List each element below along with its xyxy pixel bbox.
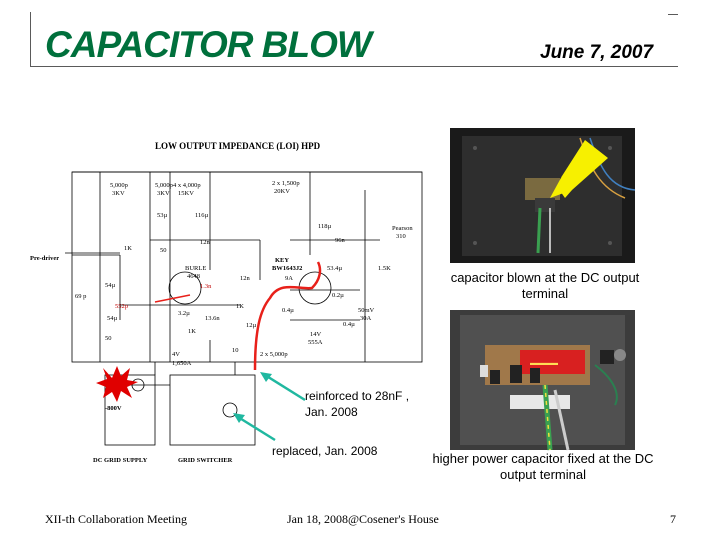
svg-text:96n: 96n bbox=[335, 237, 345, 244]
svg-text:310: 310 bbox=[396, 233, 406, 240]
schematic-heading: LOW OUTPUT IMPEDANCE (LOI) HPD bbox=[155, 141, 321, 151]
svg-text:1.5K: 1.5K bbox=[378, 265, 391, 272]
svg-text:20KV: 20KV bbox=[274, 188, 290, 195]
svg-text:54µ: 54µ bbox=[107, 315, 118, 322]
svg-text:1.3n: 1.3n bbox=[200, 283, 212, 290]
blast-icon bbox=[96, 366, 138, 402]
svg-text:12n: 12n bbox=[200, 239, 210, 246]
svg-text:4V: 4V bbox=[172, 351, 180, 358]
svg-text:53µ: 53µ bbox=[157, 212, 168, 219]
svg-text:-800V: -800V bbox=[105, 405, 122, 412]
svg-text:1K: 1K bbox=[124, 245, 132, 252]
note-replaced: replaced, Jan. 2008 bbox=[272, 444, 378, 458]
svg-text:9A: 9A bbox=[285, 275, 293, 282]
svg-text:BURLE: BURLE bbox=[185, 265, 207, 272]
svg-text:118µ: 118µ bbox=[318, 223, 332, 230]
svg-text:3.2µ: 3.2µ bbox=[178, 310, 190, 317]
svg-text:3KV: 3KV bbox=[112, 190, 125, 197]
svg-text:0.4µ: 0.4µ bbox=[343, 321, 355, 328]
slide-date: June 7, 2007 bbox=[540, 42, 654, 63]
annotation-arrows bbox=[233, 372, 305, 440]
svg-text:▬▬▬▬: ▬▬▬▬ bbox=[530, 360, 558, 367]
svg-text:BW1643J2: BW1643J2 bbox=[272, 265, 303, 272]
svg-text:1,650A: 1,650A bbox=[172, 360, 192, 367]
svg-text:12µ: 12µ bbox=[246, 322, 257, 329]
svg-text:555A: 555A bbox=[308, 339, 323, 346]
note-reinforced: reinforced to 28nF , Jan. 2008 bbox=[305, 389, 410, 419]
svg-text:0.4µ: 0.4µ bbox=[282, 307, 294, 314]
photo-replacement-capacitor bbox=[450, 310, 635, 450]
svg-text:53.4µ: 53.4µ bbox=[327, 265, 343, 272]
svg-text:0.2µ: 0.2µ bbox=[332, 292, 344, 299]
svg-text:15KV: 15KV bbox=[178, 190, 194, 197]
svg-text:4648: 4648 bbox=[187, 273, 200, 280]
svg-text:116µ: 116µ bbox=[195, 212, 209, 219]
svg-text:12n: 12n bbox=[240, 275, 250, 282]
slide-title: CAPACITOR BLOW bbox=[45, 24, 371, 65]
svg-text:Pre-driver: Pre-driver bbox=[30, 255, 60, 262]
photo-blown-capacitor bbox=[450, 128, 635, 263]
title-vertical-rule bbox=[30, 12, 31, 66]
svg-text:DC GRID SUPPLY: DC GRID SUPPLY bbox=[93, 457, 148, 464]
svg-text:4 x 4,000p: 4 x 4,000p bbox=[173, 182, 201, 189]
svg-text:54µ: 54µ bbox=[105, 282, 116, 289]
svg-text:GRID SWITCHER: GRID SWITCHER bbox=[178, 457, 233, 464]
svg-text:5,000p: 5,000p bbox=[155, 182, 173, 189]
svg-text:KEY: KEY bbox=[275, 257, 290, 264]
footer-date-location: Jan 18, 2008@Cosener's House bbox=[287, 512, 439, 526]
caption-fixed: higher power capacitor fixed at the DC output terminal bbox=[432, 451, 654, 482]
svg-text:552p: 552p bbox=[115, 303, 128, 310]
svg-text:2 x 1,500p: 2 x 1,500p bbox=[272, 180, 300, 187]
top-right-rule bbox=[668, 14, 678, 15]
svg-text:13.6n: 13.6n bbox=[205, 315, 220, 322]
svg-text:30A: 30A bbox=[360, 315, 372, 322]
caption-blown: capacitor blown at the DC output terminal bbox=[450, 270, 640, 301]
svg-text:1K: 1K bbox=[188, 328, 196, 335]
svg-text:69 p: 69 p bbox=[75, 293, 87, 300]
svg-text:5,000p: 5,000p bbox=[110, 182, 128, 189]
page-number: 7 bbox=[670, 512, 676, 526]
svg-text:Pearson: Pearson bbox=[392, 225, 413, 232]
svg-text:2 x 5,000p: 2 x 5,000p bbox=[260, 351, 288, 358]
title-horizontal-rule bbox=[30, 66, 678, 67]
svg-text:50: 50 bbox=[160, 247, 167, 254]
svg-text:14V: 14V bbox=[310, 331, 322, 338]
svg-text:3KV: 3KV bbox=[157, 190, 170, 197]
svg-text:1K: 1K bbox=[236, 303, 244, 310]
svg-text:10: 10 bbox=[232, 347, 239, 354]
footer-meeting: XII-th Collaboration Meeting bbox=[45, 512, 187, 526]
svg-text:50: 50 bbox=[105, 335, 112, 342]
svg-text:50mV: 50mV bbox=[358, 307, 375, 314]
